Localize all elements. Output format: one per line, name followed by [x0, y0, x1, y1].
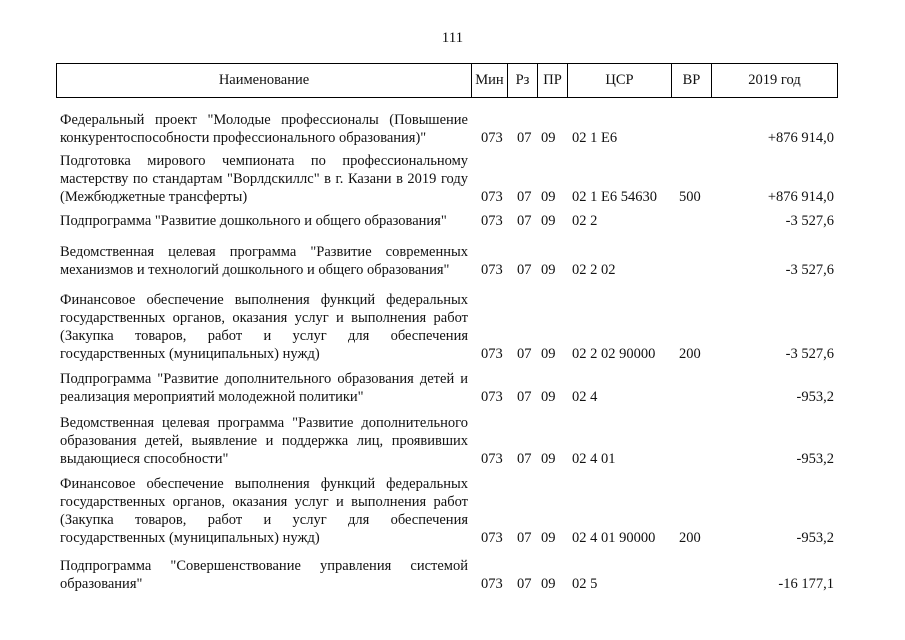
- table-row: [60, 475, 838, 547]
- row-rz: 07: [517, 346, 532, 362]
- row-pr: 09: [541, 130, 556, 146]
- header-csr: ЦСР: [567, 64, 671, 97]
- row-rz: 07: [517, 530, 532, 546]
- row-min: 073: [481, 389, 503, 405]
- row-csr: 02 2: [572, 213, 598, 229]
- row-name: Федеральный проект "Молодые профессионалы (Повышение конкурентоспособности профессионального образования)": [60, 112, 468, 146]
- row-pr: 09: [541, 389, 556, 405]
- header-vr: ВР: [671, 64, 711, 97]
- row-csr: 02 1 Е6: [572, 130, 618, 146]
- row-pr: 09: [541, 213, 556, 229]
- row-rz: 07: [517, 189, 532, 205]
- table-row: [60, 291, 838, 363]
- row-name: Финансовое обеспечение выполнения функций федеральных государственных органов, оказания услуг и выполнения работ (Закупка товаров, работ и услуг для обеспечения государственных (муниципальных) нужд): [60, 292, 468, 362]
- table-header: [56, 63, 838, 98]
- row-rz: 07: [517, 389, 532, 405]
- header-min: Мин: [471, 64, 507, 97]
- row-name: Ведомственная целевая программа "Развитие дополнительного образования детей, выявление и поддержка лиц, проявивших выдающиеся способности": [60, 415, 468, 467]
- row-pr: 09: [541, 530, 556, 546]
- row-min: 073: [481, 262, 503, 278]
- table-row: [60, 370, 838, 406]
- row-amount: +876 914,0: [767, 189, 834, 205]
- row-min: 073: [481, 189, 503, 205]
- row-amount: -3 527,6: [785, 346, 834, 362]
- table-row: [60, 212, 838, 230]
- row-amount: -953,2: [796, 530, 834, 546]
- row-name: Ведомственная целевая программа "Развитие современных механизмов и технологий дошкольного и общего образования": [60, 244, 468, 278]
- table-row: [60, 152, 838, 206]
- table-row: [60, 557, 838, 593]
- row-vr: 200: [679, 530, 701, 546]
- header-year: 2019 год: [711, 64, 837, 97]
- row-vr: 200: [679, 346, 701, 362]
- row-pr: 09: [541, 346, 556, 362]
- row-name: Подготовка мирового чемпионата по профессиональному мастерству по стандартам "Ворлдскиллс" в г. Казани в 2019 году (Межбюджетные трансферты): [60, 153, 468, 205]
- row-pr: 09: [541, 576, 556, 592]
- row-csr: 02 4 01 90000: [572, 530, 656, 546]
- page-number: 111: [441, 30, 464, 46]
- row-csr: 02 2 02 90000: [572, 346, 656, 362]
- row-pr: 09: [541, 451, 556, 467]
- row-pr: 09: [541, 189, 556, 205]
- row-name: Подпрограмма "Совершенствование управления системой образования": [60, 558, 468, 592]
- row-rz: 07: [517, 130, 532, 146]
- row-min: 073: [481, 346, 503, 362]
- row-csr: 02 4 01: [572, 451, 616, 467]
- row-amount: -16 177,1: [778, 576, 834, 592]
- row-min: 073: [481, 451, 503, 467]
- row-csr: 02 1 Е6 54630: [572, 189, 657, 205]
- table-row: [60, 414, 838, 468]
- header-name: Наименование: [218, 72, 310, 88]
- row-min: 073: [481, 530, 503, 546]
- row-csr: 02 4: [572, 389, 598, 405]
- row-rz: 07: [517, 262, 532, 278]
- row-name: Подпрограмма "Развитие дополнительного образования детей и реализация мероприятий молодежной политики": [60, 371, 468, 405]
- row-min: 073: [481, 213, 503, 229]
- row-rz: 07: [517, 213, 532, 229]
- row-rz: 07: [517, 576, 532, 592]
- row-amount: -3 527,6: [785, 262, 834, 278]
- row-min: 073: [481, 576, 503, 592]
- row-csr: 02 5: [572, 576, 598, 592]
- row-vr: 500: [679, 189, 701, 205]
- row-rz: 07: [517, 451, 532, 467]
- table-row: [60, 111, 838, 147]
- row-min: 073: [481, 130, 503, 146]
- row-pr: 09: [541, 262, 556, 278]
- header-rz: Рз: [507, 64, 537, 97]
- row-csr: 02 2 02: [572, 262, 616, 278]
- table-row: [60, 243, 838, 279]
- header-pr: ПР: [537, 64, 567, 97]
- row-amount: -953,2: [796, 451, 834, 467]
- row-amount: -3 527,6: [785, 213, 834, 229]
- row-amount: -953,2: [796, 389, 834, 405]
- row-name: Финансовое обеспечение выполнения функций федеральных государственных органов, оказания услуг и выполнения работ (Закупка товаров, работ и услуг для обеспечения государственных (муниципальных) нужд): [60, 476, 468, 546]
- row-amount: +876 914,0: [767, 130, 834, 146]
- row-name: Подпрограмма "Развитие дошкольного и общего образования": [60, 213, 447, 229]
